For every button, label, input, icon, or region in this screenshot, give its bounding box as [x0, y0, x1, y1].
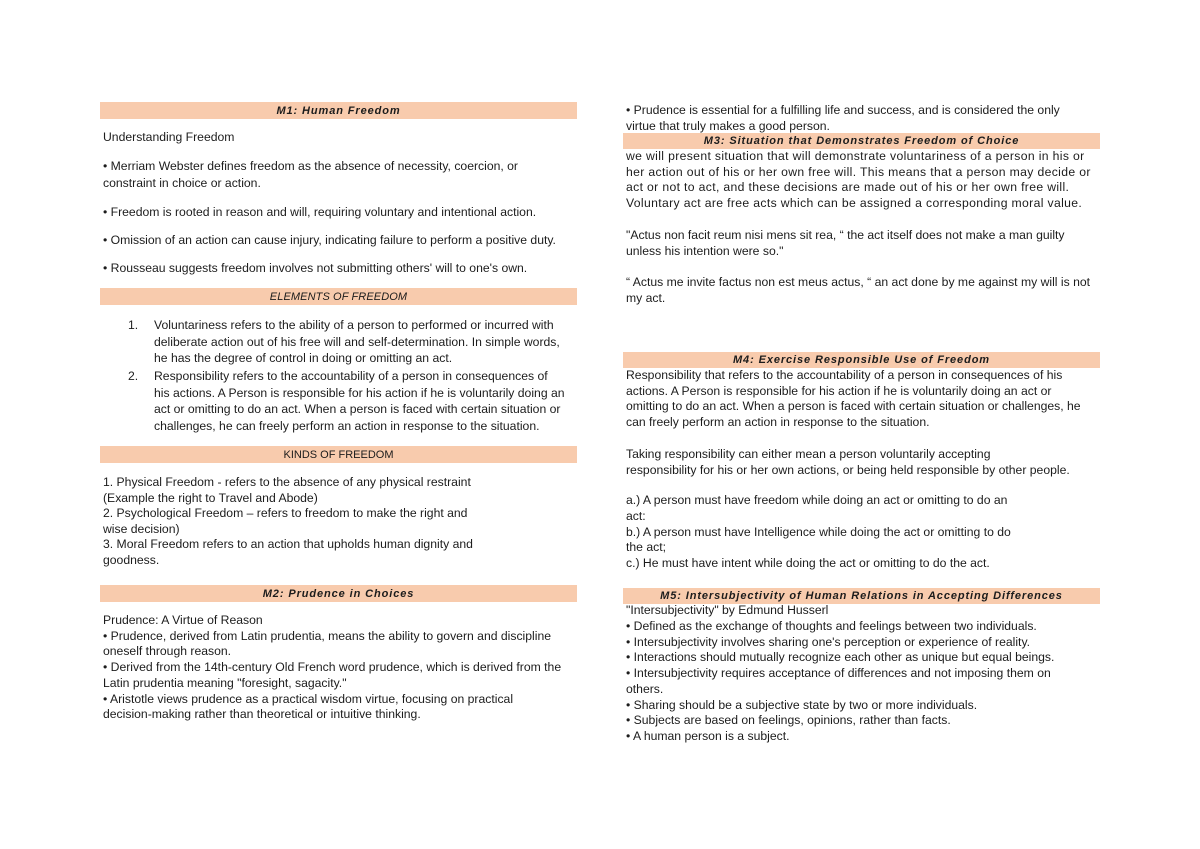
m5-body — [626, 603, 1054, 745]
text-line: decision-making rather than theoretical or intuitive thinking. — [103, 707, 421, 722]
m4-paragraph — [626, 368, 1081, 431]
m5-heading: M5: Intersubjectivity of Human Relations in Accepting Differences — [660, 590, 1063, 602]
m2-intro: Prudence: A Virtue of Reason — [103, 613, 263, 627]
text-line: • Rousseau suggests freedom involves not submitting others' will to one's own. — [103, 261, 528, 275]
list-item: c.) He must have intent while doing the act or omitting to do the act. — [626, 556, 990, 570]
text-line: • Subjects are based on feelings, opinions, rather than facts. — [626, 713, 951, 728]
text-line: wise decision) — [103, 521, 180, 536]
text-line: oneself through reason. — [103, 644, 232, 659]
list-item: b.) A person must have Intelligence while doing the act or omitting to do — [626, 524, 1011, 539]
text-line: • Interactions should mutually recognize each other as unique but equal beings. — [626, 650, 1055, 665]
text-line: 1. Physical Freedom - refers to the absence of any physical restraint — [103, 475, 471, 489]
elements-item — [154, 317, 560, 367]
elements-heading: ELEMENTS OF FREEDOM — [269, 290, 408, 303]
text-line: his actions. A Person is responsible for his action if he is voluntarily doing an — [154, 385, 565, 400]
m2-heading-bar — [100, 585, 577, 602]
text-line: challenges, he can freely perform an action in response to the situation. — [154, 418, 540, 433]
m1-bullet — [103, 260, 527, 276]
text-line: • Sharing should be a subjective state by two or more individuals. — [626, 697, 978, 712]
text-line: act or not to act, and these decisions are made out of his or her own free will. — [626, 180, 1070, 195]
list-number: 2. — [128, 369, 139, 383]
text-line: responsibility for his or her own actions, or being held responsible by other people. — [626, 463, 1070, 477]
m3-paragraph — [626, 149, 1091, 212]
m4-heading-bar — [623, 352, 1100, 368]
text-line: • Defined as the exchange of thoughts and feelings between two individuals. — [626, 618, 1037, 633]
kinds-heading-bar — [100, 446, 577, 463]
text-line: goodness. — [103, 552, 160, 567]
m1-bullet — [103, 232, 556, 248]
m4-requirements-list — [626, 493, 1011, 572]
list-item: the act; — [626, 540, 666, 555]
text-line: • Aristotle views prudence as a practical wisdom virtue, focusing on practical — [103, 691, 514, 706]
text-line: Responsibility refers to the accountability of a person in consequences of — [154, 369, 548, 383]
elements-heading-bar — [100, 288, 577, 305]
m1-heading-bar — [100, 102, 577, 119]
m3-heading-bar — [623, 133, 1100, 149]
text-line: 2. Psychological Freedom – refers to freedom to make the right and — [103, 506, 468, 521]
text-line: constraint in choice or action. — [103, 176, 261, 190]
text-line: omitting to do an act. When a person is faced with certain situation or challenges, he — [626, 399, 1081, 414]
m3-quote — [626, 275, 1090, 306]
m5-heading-bar — [623, 588, 1100, 604]
text-line: "Intersubjectivity" by Edmund Husserl — [626, 603, 829, 617]
m1-heading: M1: Human Freedom — [276, 104, 401, 117]
text-line: • Intersubjectivity involves sharing one's perception or experience of reality. — [626, 634, 1031, 649]
text-line: • Freedom is rooted in reason and will, requiring voluntary and intentional action. — [103, 205, 537, 219]
m2-bullet-continued — [626, 102, 1060, 134]
m2-body — [103, 613, 561, 723]
text-line: • Omission of an action can cause injury, indicating failure to perform a positive duty. — [103, 233, 556, 247]
m3-heading: M3: Situation that Demonstrates Freedom of Choice — [703, 135, 1020, 147]
text-line: (Example the right to Travel and Abode) — [103, 490, 318, 505]
text-line: he has the degree of control in doing or omitting an act. — [154, 351, 453, 366]
text-line: Voluntariness refers to the ability of a person to performed or incurred with — [154, 318, 554, 332]
m1-bullet — [103, 204, 536, 220]
text-line: we will present situation that will demonstrate voluntariness of a person in his or — [626, 149, 1085, 163]
text-line: actions. A Person is responsible for his action if he is voluntarily doing an act or — [626, 383, 1052, 398]
text-line: • Merriam Webster defines freedom as the absence of necessity, coercion, or — [103, 159, 518, 173]
text-line: Taking responsibility can either mean a person voluntarily accepting — [626, 447, 991, 461]
text-line: her action out of his or her own free will. This means that a person may decide or — [626, 164, 1091, 179]
text-line: virtue that truly makes a good person. — [626, 119, 830, 133]
kinds-heading: KINDS OF FREEDOM — [283, 448, 394, 461]
elements-item — [154, 368, 565, 434]
text-line: • Prudence, derived from Latin prudentia, means the ability to govern and discipline — [103, 628, 552, 643]
m3-quote — [626, 228, 1065, 259]
text-line: • Derived from the 14th-century Old French word prudence, which is derived from the — [103, 660, 562, 675]
text-line: can freely perform an action in response to the situation. — [626, 415, 930, 430]
list-item: a.) A person must have freedom while doing an act or omitting to do an — [626, 493, 1008, 507]
m2-heading: M2: Prudence in Choices — [262, 587, 415, 600]
kinds-list — [103, 475, 473, 569]
list-item: act: — [626, 508, 646, 523]
text-line: Latin prudentia meaning "foresight, sagacity." — [103, 675, 347, 690]
list-number: 1. — [128, 318, 139, 332]
text-line: deliberate action out of his free will and self-determination. In simple words, — [154, 334, 560, 349]
text-line: Responsibility that refers to the accountability of a person in consequences of his — [626, 368, 1063, 382]
m1-bullet — [103, 158, 518, 192]
text-line: act or omitting to do an act. When a person is faced with certain situation or — [154, 402, 561, 417]
text-line: 3. Moral Freedom refers to an action that upholds human dignity and — [103, 537, 473, 552]
m4-heading: M4: Exercise Responsible Use of Freedom — [732, 354, 990, 366]
text-line: "Actus non facit reum nisi mens sit rea, “ the act itself does not make a man guilty — [626, 228, 1065, 242]
text-line: others. — [626, 681, 664, 696]
text-line: Voluntary act are free acts which can be assigned a corresponding moral value. — [626, 196, 1083, 211]
m4-paragraph — [626, 446, 1070, 478]
text-line: • A human person is a subject. — [626, 729, 790, 743]
text-line: unless his intention were so." — [626, 243, 784, 258]
text-line: my act. — [626, 290, 666, 305]
text-line: “ Actus me invite factus non est meus actus, “ an act done by me against my will is not — [626, 275, 1091, 289]
text-line: • Prudence is essential for a fulfilling life and success, and is considered the only — [626, 103, 1060, 117]
m1-intro: Understanding Freedom — [103, 130, 235, 144]
text-line: • Intersubjectivity requires acceptance of differences and not imposing them on — [626, 666, 1051, 680]
